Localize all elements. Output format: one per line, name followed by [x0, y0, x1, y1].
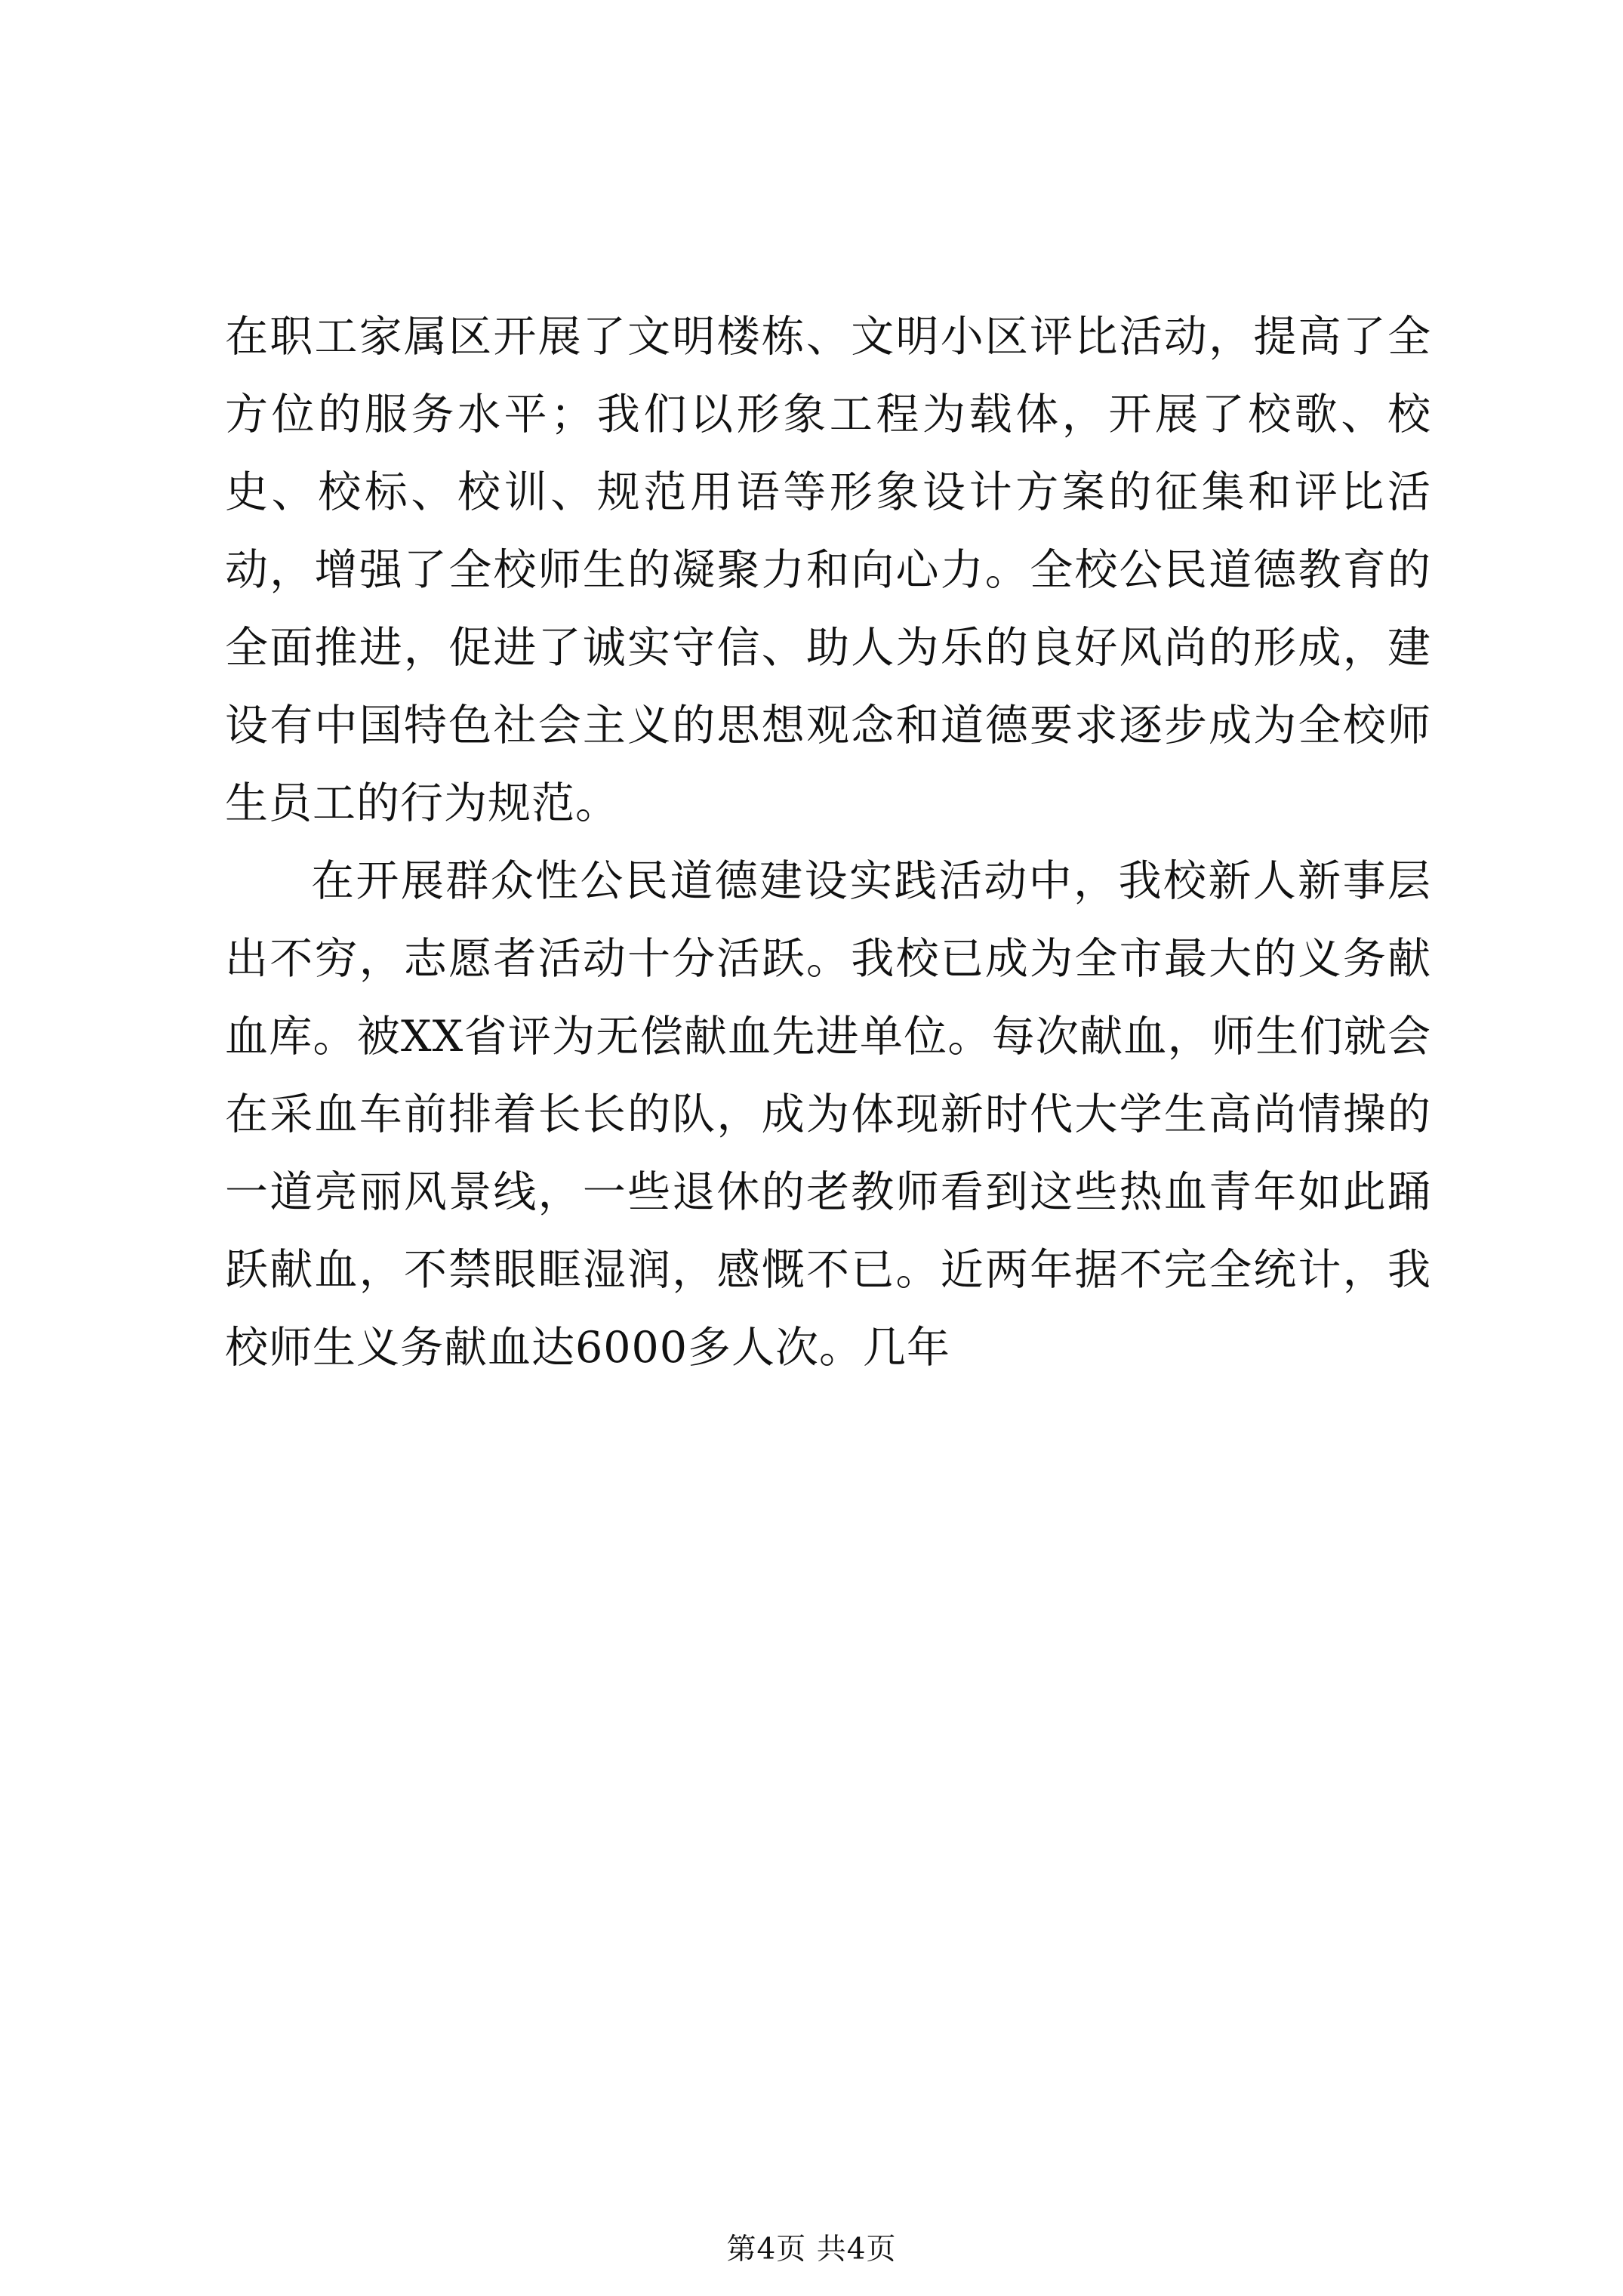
document-body [225, 298, 1431, 1387]
page-number-footer: 第4页 共4页 [726, 2233, 897, 2267]
paragraph-2: 在开展群众性公民道德建设实践活动中，我校新人新事层出不穷，志愿者活动十分活跃。我校已成为全市最大的义务献血库。被XX省评为无偿献血先进单位。每次献血，师生们就会在采血车前排着长长的队，成为体现新时代大学生高尚情操的一道亮丽风景线，一些退休的老教师看到这些热血青年如此踊跃献血，不禁眼眶湿润，感慨不已。近两年据不完全统计，我校师生义务献血达6000多人次。几年 [225, 856, 1431, 1373]
paragraph-1: 在职工家属区开展了文明楼栋、文明小区评比活动，提高了全方位的服务水平；我们以形象工程为载体，开展了校歌、校史、校标、校训、规范用语等形象设计方案的征集和评比活动，增强了全校师生的凝聚力和向心力。全校公民道德教育的全面推进，促进了诚实守信、助人为乐的良好风尚的形成，建设有中国特色社会主义的思想观念和道德要求逐步成为全校师生员工的行为规范。 [225, 312, 1431, 828]
